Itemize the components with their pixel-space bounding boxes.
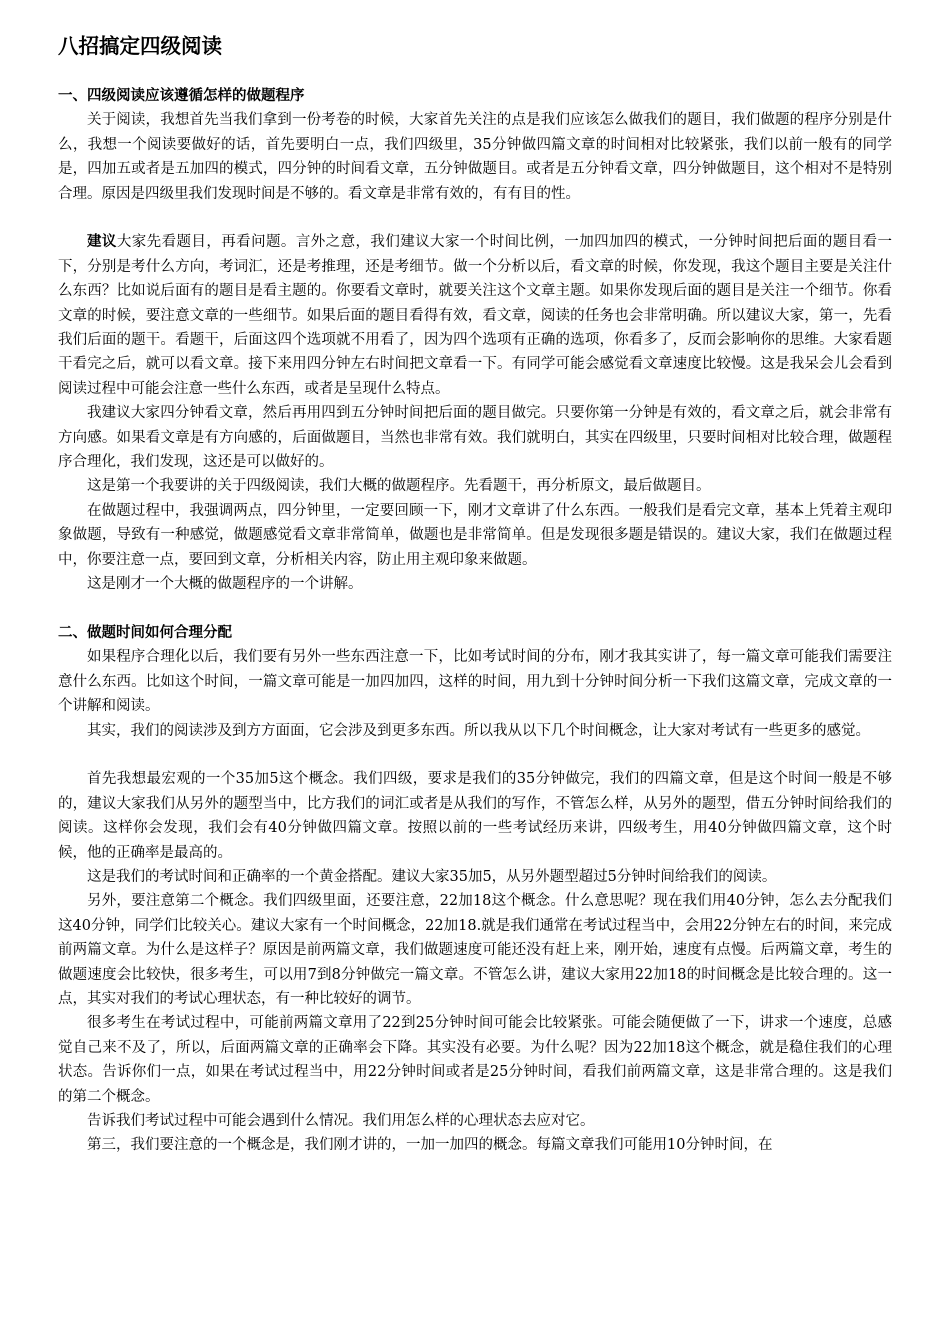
paragraph: 这是刚才一个大概的做题程序的一个讲解。 <box>87 576 363 593</box>
paragraph <box>58 230 892 401</box>
section-heading: 一、四级阅读应该遵循怎样的做题程序 <box>58 88 305 104</box>
paragraph: 其实，我们的阅读涉及到方方面面，它会涉及到更多东西。所以我从以下几个时间概念，让大家对考试有一些更多的感觉。 <box>87 722 870 739</box>
paragraph: 很多考生在考试过程中，可能前两篇文章用了22到25分钟时间可能会比较紧张。可能会随便做了一下，讲求一个速度，总感觉自己来不及了，所以，后面两篇文章的正确率会下降。其实没有必要。为什么呢？因为22加18这个概念，就是稳住我们的心理状态。告诉你们一点，如果在考试过程当中，用22分钟时间或者是25分钟时间，看我们前两篇文章，这是非常合理的。这是我们的第二个概念。 <box>58 1015 892 1105</box>
bold-lead-word: 建议 <box>87 233 117 251</box>
blank-line <box>58 206 892 230</box>
paragraph: 第三，我们要注意的一个概念是，我们刚才讲的，一加一加四的概念。每篇文章我们可能用10分钟时间，在 <box>87 1137 773 1154</box>
paragraph: 关于阅读，我想首先当我们拿到一份考卷的时候，大家首先关注的点是我们应该怎么做我们的题目，我们做题的程序分别是什么，我想一个阅读要做好的话，首先要明白一点，我们四级里，35分钟做四篇文章的时间相对比较紧张，我们以前一般有的同学是，四加五或者是五加四的模式，四分钟的时间看文章，五分钟做题目。或者是五分钟看文章，四分钟做题目，这个相对不是特别合理。原因是四级里我们发现时间是不够的。看文章是非常有效的，有有目的性。 <box>58 112 892 202</box>
paragraph: 这是第一个我要讲的关于四级阅读，我们大概的做题程序。先看题干，再分析原文，最后做题目。 <box>87 478 711 495</box>
paragraph: 另外，要注意第二个概念。我们四级里面，还要注意，22加18这个概念。什么意思呢？现在我们用40分钟，怎么去分配我们这40分钟，同学们比较关心。建议大家有一个时间概念，22加18.就是我们通常在考试过程当中，会用22分钟左右的时间，来完成前两篇文章。为什么是这样子？原因是前两篇文章，我们做题速度可能还没有赶上来，刚开始，速度有点慢。后两篇文章，考生的做题速度会比较快，很多考生，可以用7到8分钟做完一篇文章。不管怎么讲，建议大家用22加18的时间概念是比较合理的。这一点，其实对我们的考试心理状态，有一种比较好的调节。 <box>58 893 892 1007</box>
paragraph-text: 大家先看题目，再看问题。言外之意，我们建议大家一个时间比例，一加四加四的模式，一分钟时间把后面的题目看一下，分别是考什么方向，考词汇，还是考推理，还是考细节。做一个分析以后，看文章的时候，你发现，我这个题目主要是关注什么东西？比如说后面有的题目是看主题的。你要看文章时，就要关注这个文章主题。如果你发现后面的题目是关注一个细节。你看文章的时候，要注意文章的一些细节。如果后面的题目看得有效，看文章，阅读的任务也会非常明确。所以建议大家，第一，先看我们后面的题干。看题干，后面这四个选项就不用看了，因为四个选项有正确的选项，你看多了，反而会影响你的思维。大家看题干看完之后，就可以看文章。接下来用四分钟左右时间把文章看一下。有同学可能会感觉看文章速度比较慢。这是我呆会儿会看到阅读过程中可能会注意一些什么东西，或者是呈现什么特点。 <box>58 234 893 397</box>
paragraph: 如果程序合理化以后，我们要有另外一些东西注意一下，比如考试时间的分布，刚才我其实讲了，每一篇文章可能我们需要注意什么东西。比如这个时间，一篇文章可能是一加四加四，这样的时间，用九到十分钟时间分析一下我们这篇文章，完成文章的一个讲解和阅读。 <box>58 649 892 715</box>
paragraph: 我建议大家四分钟看文章，然后再用四到五分钟时间把后面的题目做完。只要你第一分钟是有效的，看文章之后，就会非常有方向感。如果看文章是有方向感的，后面做题目，当然也非常有效。我们就明白，其实在四级里，只要时间相对比较合理，做题程序合理化，我们发现，这还是可以做好的。 <box>58 405 892 471</box>
blank-line <box>58 743 892 767</box>
paragraph: 在做题过程中，我强调两点，四分钟里，一定要回顾一下，刚才文章讲了什么东西。一般我们是看完文章，基本上凭着主观印象做题，导致有一种感觉，做题感觉看文章非常简单，做题也是非常简单。但是发现很多题是错误的。建议大家，我们在做题过程中，你要注意一点，要回到文章，分析相关内容，防止用主观印象来做题。 <box>58 502 892 568</box>
section-2 <box>58 621 892 1158</box>
blank-line <box>58 597 892 621</box>
section-1 <box>58 84 892 597</box>
document-page <box>58 30 892 1158</box>
paragraph: 首先我想最宏观的一个35加5这个概念。我们四级，要求是我们的35分钟做完，我们的四篇文章，但是这个时间一般是不够的，建议大家我们从另外的题型当中，比方我们的词汇或者是从我们的写作，不管怎么样，从另外的题型，借五分钟时间给我们的阅读。这样你会发现，我们会有40分钟做四篇文章。按照以前的一些考试经历来讲，四级考生，用40分钟做四篇文章，这个时候，他的正确率是最高的。 <box>58 771 892 861</box>
document-title: 八招搞定四级阅读 <box>58 34 222 58</box>
section-heading: 二、做题时间如何合理分配 <box>58 624 232 641</box>
paragraph: 告诉我们考试过程中可能会遇到什么情况。我们用怎么样的心理状态去应对它。 <box>87 1113 595 1130</box>
paragraph: 这是我们的考试时间和正确率的一个黄金搭配。建议大家35加5，从另外题型超过5分钟时间给我们的阅读。 <box>87 868 777 885</box>
